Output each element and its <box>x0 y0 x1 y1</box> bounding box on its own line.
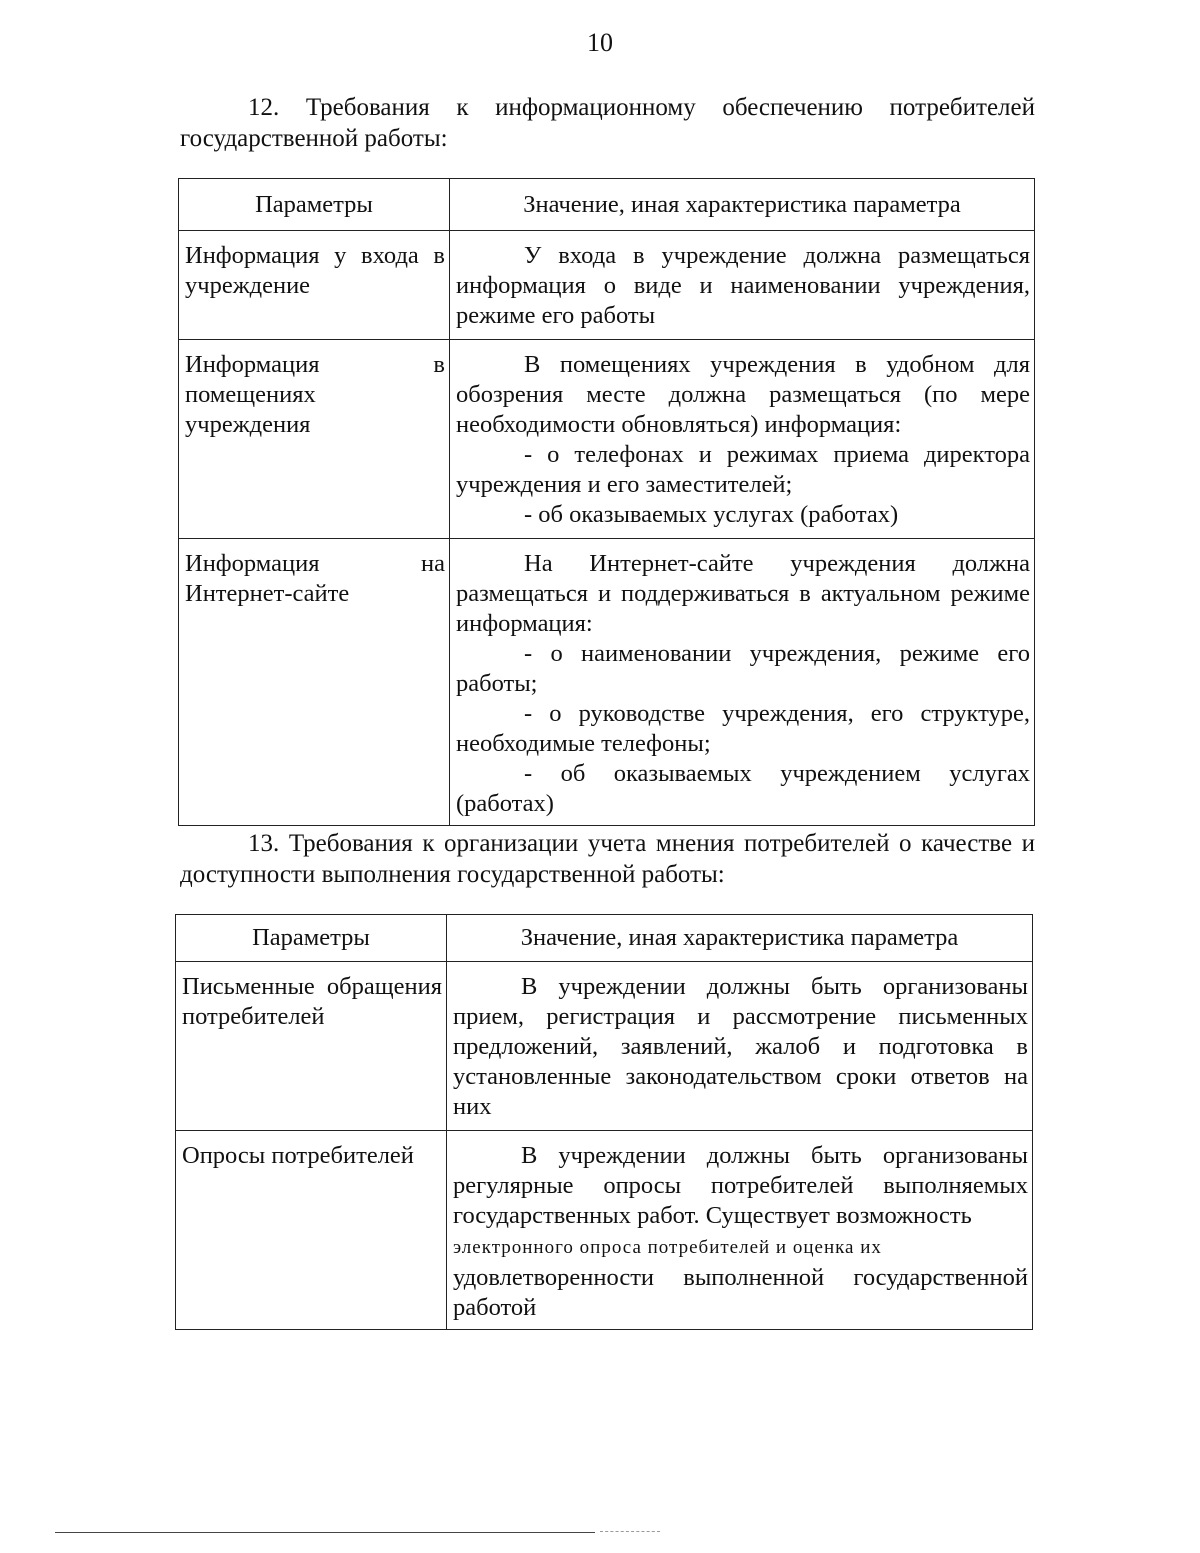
value-cell <box>450 231 1035 340</box>
table-header-row <box>179 179 1035 231</box>
value-paragraph: удовлетворенности выполненной государственной работой <box>453 1264 1028 1321</box>
value-paragraph: - о наименовании учреждения, режиме его работы; <box>456 640 1030 697</box>
value-paragraph: - о телефонах и режимах приема директора учреждения и его заместителей; <box>456 441 1030 498</box>
parameter-cell: Информация в помещениях учреждения <box>179 340 450 539</box>
value-paragraph: - об оказываемых учреждением услугах (работах) <box>456 760 1030 817</box>
column-header-value: Значение, иная характеристика параметра <box>447 915 1033 962</box>
column-header-value: Значение, иная характеристика параметра <box>450 179 1035 231</box>
value-paragraph: В учреждении должны быть организованы регулярные опросы потребителей выполняемых государственных работ. Существует возможность <box>453 1142 1028 1229</box>
value-paragraph: - об оказываемых услугах (работах) <box>524 501 899 528</box>
parameter-cell: Опросы потребителей <box>176 1131 447 1330</box>
value-paragraph-small <box>453 1231 1028 1263</box>
value-cell <box>450 340 1035 539</box>
table-row <box>179 340 1035 539</box>
column-header-parameters: Параметры <box>176 915 447 962</box>
column-header-parameters: Параметры <box>179 179 450 231</box>
table-row <box>176 1131 1033 1330</box>
value-paragraph: На Интернет-сайте учреждения должна размещаться и поддерживаться в актуальном режиме информация: <box>456 550 1030 637</box>
table-header-row <box>176 915 1033 962</box>
value-paragraph: У входа в учреждение должна размещаться информация о виде и наименовании учреждения, режиме его работы <box>456 242 1030 329</box>
page-number: 10 <box>587 28 613 57</box>
value-cell <box>447 962 1033 1131</box>
value-cell <box>450 539 1035 826</box>
information-requirements-table <box>178 178 1035 826</box>
parameter-cell: Информация на Интернет-сайте <box>179 539 450 826</box>
value-small-text: электронного опроса потребителей и оценка их <box>453 1237 882 1258</box>
value-cell <box>447 1131 1033 1330</box>
parameter-cell: Письменные обращения потребителей <box>176 962 447 1131</box>
parameter-cell: Информация у входа в учреждение <box>179 231 450 340</box>
section-12-heading: 12. Требования к информационному обеспечению потребителей государственной работы: <box>180 94 1035 152</box>
value-paragraph: В помещениях учреждения в удобном для обозрения месте должна размещаться (по мере необходимости обновляться) информация: <box>456 351 1030 438</box>
footer-dashed-rule <box>600 1531 660 1532</box>
table-row <box>176 962 1033 1131</box>
footer-rule <box>55 1532 595 1533</box>
section-13-heading: 13. Требования к организации учета мнения потребителей о качестве и доступности выполнения государственной работы: <box>180 830 1035 888</box>
feedback-requirements-table <box>175 914 1033 1330</box>
table-row <box>179 539 1035 826</box>
table-row <box>179 231 1035 340</box>
value-paragraph: - о руководстве учреждения, его структуре, необходимые телефоны; <box>456 700 1030 757</box>
value-paragraph: В учреждении должны быть организованы прием, регистрация и рассмотрение письменных предложений, заявлений, жалоб и подготовка в установленные законодательством сроки ответов на них <box>453 973 1028 1120</box>
